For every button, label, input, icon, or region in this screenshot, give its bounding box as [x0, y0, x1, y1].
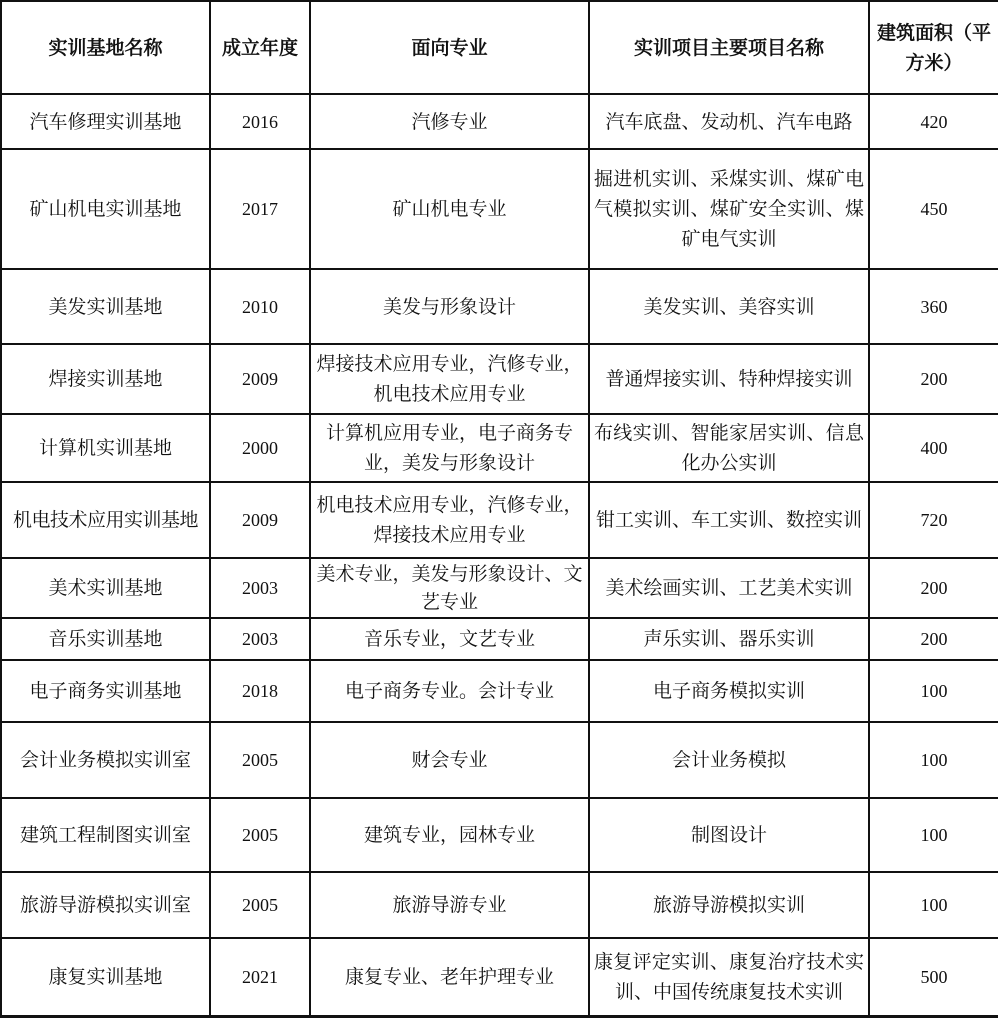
cell-projects: 电子商务模拟实训	[589, 660, 869, 722]
table-row	[1, 482, 998, 558]
table-row	[1, 94, 998, 149]
header-projects: 实训项目主要项目名称	[589, 1, 869, 94]
table-row	[1, 872, 998, 938]
cell-area: 100	[869, 660, 998, 722]
cell-projects: 声乐实训、器乐实训	[589, 618, 869, 660]
cell-major: 汽修专业	[310, 94, 589, 149]
cell-projects: 旅游导游模拟实训	[589, 872, 869, 938]
table-row	[1, 722, 998, 798]
cell-name: 计算机实训基地	[1, 414, 210, 482]
table-row	[1, 798, 998, 872]
cell-projects: 汽车底盘、发动机、汽车电路	[589, 94, 869, 149]
header-name: 实训基地名称	[1, 1, 210, 94]
cell-area: 200	[869, 558, 998, 618]
cell-area: 360	[869, 269, 998, 344]
header-area: 建筑面积（平方米）	[869, 1, 998, 94]
table-row	[1, 558, 998, 618]
cell-major: 焊接技术应用专业，汽修专业，机电技术应用专业	[310, 344, 589, 414]
cell-name: 焊接实训基地	[1, 344, 210, 414]
cell-area: 420	[869, 94, 998, 149]
table-row	[1, 149, 998, 269]
cell-major: 旅游导游专业	[310, 872, 589, 938]
cell-name: 汽车修理实训基地	[1, 94, 210, 149]
cell-projects: 美发实训、美容实训	[589, 269, 869, 344]
cell-year: 2021	[210, 938, 310, 1016]
cell-projects: 制图设计	[589, 798, 869, 872]
cell-name: 机电技术应用实训基地	[1, 482, 210, 558]
cell-year: 2000	[210, 414, 310, 482]
table-row	[1, 414, 998, 482]
cell-projects: 会计业务模拟	[589, 722, 869, 798]
cell-major: 电子商务专业。会计专业	[310, 660, 589, 722]
cell-year: 2009	[210, 344, 310, 414]
cell-area: 200	[869, 618, 998, 660]
cell-major: 建筑专业，园林专业	[310, 798, 589, 872]
cell-year: 2009	[210, 482, 310, 558]
cell-projects: 掘进机实训、采煤实训、煤矿电气模拟实训、煤矿安全实训、煤矿电气实训	[589, 149, 869, 269]
cell-projects: 钳工实训、车工实训、数控实训	[589, 482, 869, 558]
cell-name: 美发实训基地	[1, 269, 210, 344]
cell-year: 2017	[210, 149, 310, 269]
table-row	[1, 660, 998, 722]
cell-area: 720	[869, 482, 998, 558]
cell-area: 400	[869, 414, 998, 482]
cell-name: 电子商务实训基地	[1, 660, 210, 722]
table-row	[1, 618, 998, 660]
cell-name: 美术实训基地	[1, 558, 210, 618]
cell-year: 2003	[210, 618, 310, 660]
cell-area: 100	[869, 872, 998, 938]
cell-year: 2005	[210, 798, 310, 872]
header-year: 成立年度	[210, 1, 310, 94]
cell-projects: 布线实训、智能家居实训、信息化办公实训	[589, 414, 869, 482]
cell-name: 矿山机电实训基地	[1, 149, 210, 269]
cell-area: 100	[869, 798, 998, 872]
cell-major: 康复专业、老年护理专业	[310, 938, 589, 1016]
cell-year: 2003	[210, 558, 310, 618]
cell-major: 机电技术应用专业，汽修专业，焊接技术应用专业	[310, 482, 589, 558]
cell-major: 美发与形象设计	[310, 269, 589, 344]
cell-major: 财会专业	[310, 722, 589, 798]
header-row	[1, 1, 998, 94]
cell-area: 100	[869, 722, 998, 798]
cell-projects: 普通焊接实训、特种焊接实训	[589, 344, 869, 414]
cell-year: 2018	[210, 660, 310, 722]
cell-name: 建筑工程制图实训室	[1, 798, 210, 872]
cell-major: 美术专业，美发与形象设计、文艺专业	[310, 558, 589, 618]
cell-area: 450	[869, 149, 998, 269]
header-major: 面向专业	[310, 1, 589, 94]
cell-major: 音乐专业，文艺专业	[310, 618, 589, 660]
cell-name: 会计业务模拟实训室	[1, 722, 210, 798]
cell-year: 2005	[210, 722, 310, 798]
cell-year: 2005	[210, 872, 310, 938]
cell-projects: 康复评定实训、康复治疗技术实训、中国传统康复技术实训	[589, 938, 869, 1016]
cell-name: 康复实训基地	[1, 938, 210, 1016]
cell-year: 2016	[210, 94, 310, 149]
table-row	[1, 344, 998, 414]
cell-name: 旅游导游模拟实训室	[1, 872, 210, 938]
table-row	[1, 269, 998, 344]
cell-name: 音乐实训基地	[1, 618, 210, 660]
cell-area: 500	[869, 938, 998, 1016]
table-row	[1, 938, 998, 1016]
cell-major: 矿山机电专业	[310, 149, 589, 269]
cell-year: 2010	[210, 269, 310, 344]
cell-projects: 美术绘画实训、工艺美术实训	[589, 558, 869, 618]
cell-area: 200	[869, 344, 998, 414]
cell-major: 计算机应用专业，电子商务专业，美发与形象设计	[310, 414, 589, 482]
